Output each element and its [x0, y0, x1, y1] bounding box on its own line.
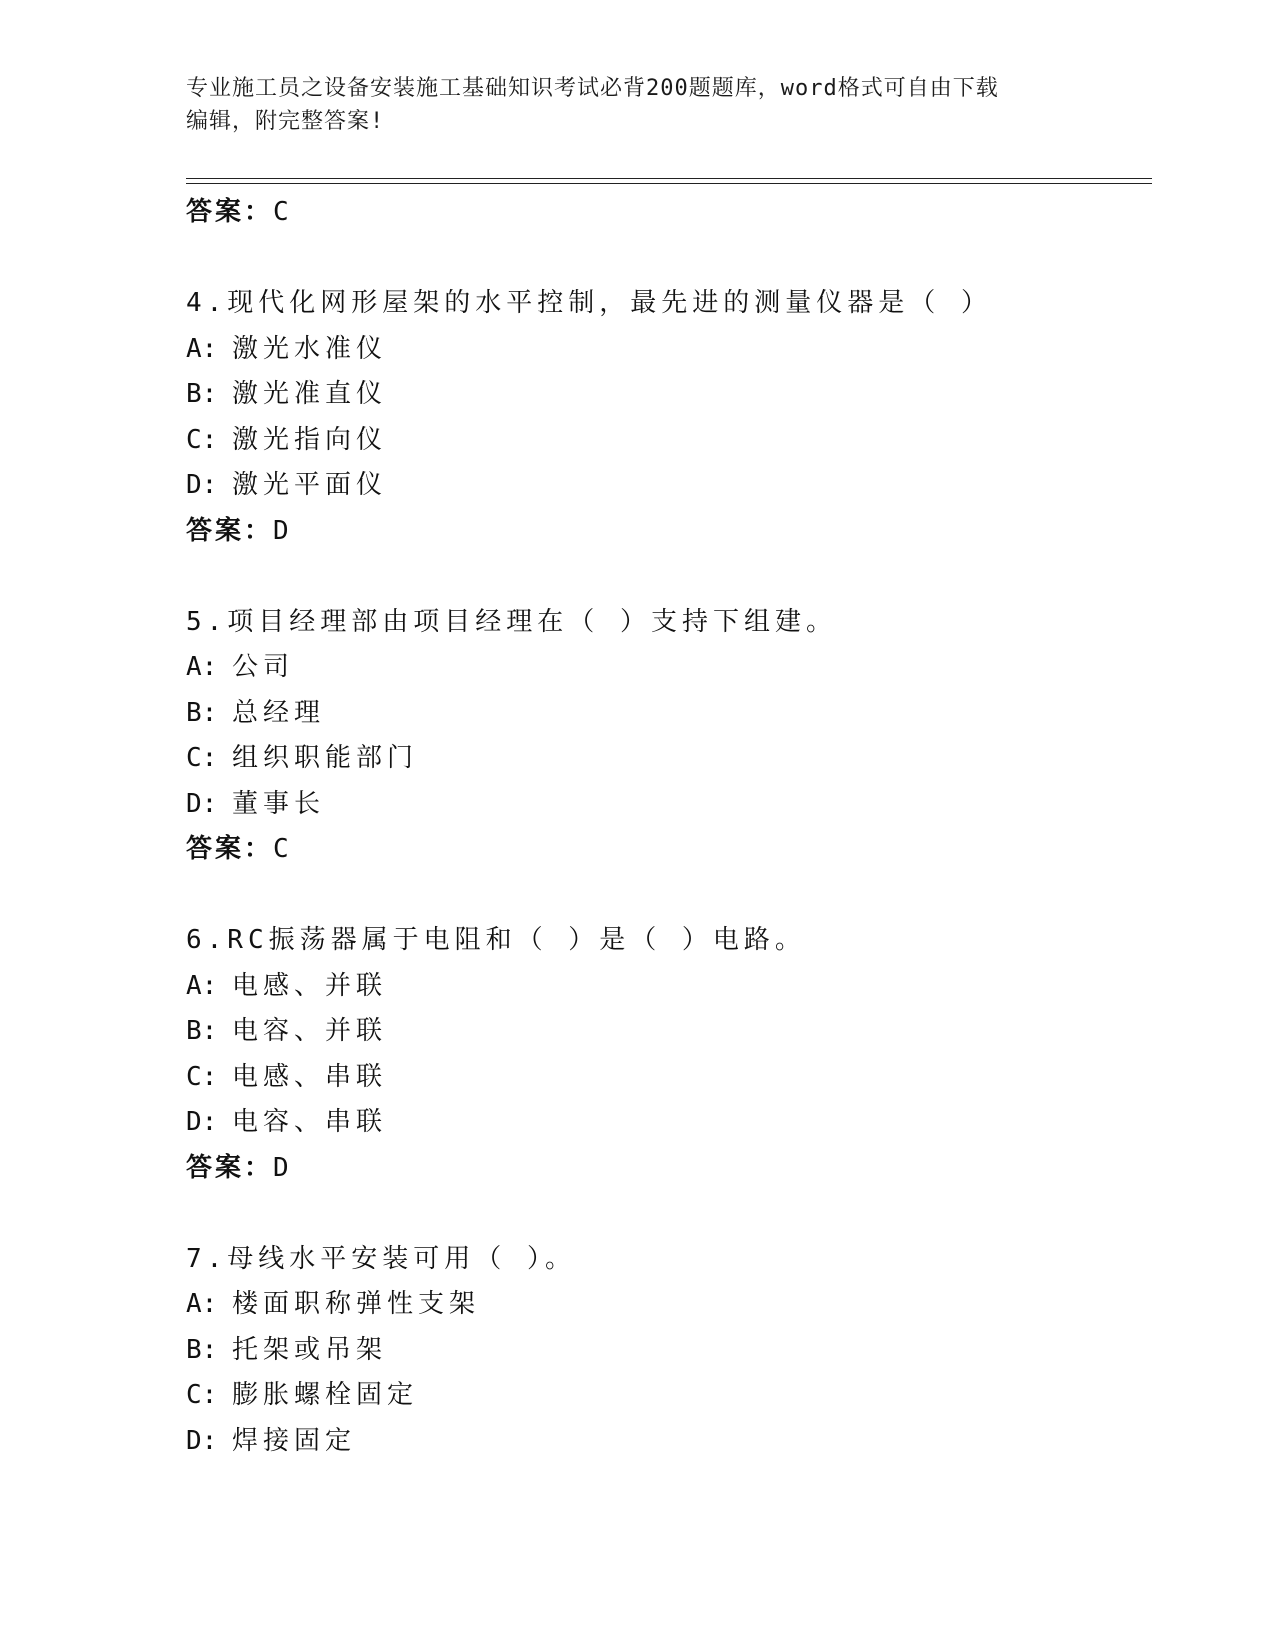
option-text: 电感、串联 [232, 1061, 388, 1092]
option-row [186, 418, 1152, 464]
option-row [186, 1282, 1152, 1328]
option-row [186, 1373, 1152, 1419]
option-key: D: [186, 788, 218, 819]
option-row [186, 645, 1152, 691]
option-row [186, 1328, 1152, 1374]
option-row [186, 1100, 1152, 1146]
answer-value: C [273, 197, 292, 227]
question-block [186, 918, 1152, 1191]
option-text: 托架或吊架 [232, 1334, 388, 1365]
option-key: B: [186, 379, 218, 409]
answer-label: 答案： [186, 1152, 274, 1183]
option-row [186, 964, 1152, 1010]
option-text: 膨胀螺栓固定 [232, 1380, 419, 1410]
option-text: 电容、并联 [232, 1016, 388, 1046]
header-rule-top [186, 178, 1152, 179]
question-block [186, 600, 1152, 873]
answer-line [186, 827, 1152, 873]
option-key: A: [186, 1289, 218, 1319]
option-row [186, 691, 1152, 737]
answer-value: C [273, 834, 292, 864]
question-stem: 6.RC振荡器属于电阻和（ ）是（ ）电路。 [186, 925, 806, 955]
question-block [186, 281, 1152, 554]
question-list [186, 190, 1152, 1464]
header-line-2: 编辑，附完整答案! [186, 109, 385, 134]
option-key: C: [186, 424, 218, 455]
option-row [186, 782, 1152, 828]
header-line-1: 专业施工员之设备安装施工基础知识考试必背200题题库，word格式可自由下载 [186, 76, 999, 101]
question-spacer [186, 1191, 1152, 1237]
option-row [186, 463, 1152, 509]
answer-line [186, 190, 1152, 236]
option-text: 楼面职称弹性支架 [232, 1289, 481, 1319]
option-text: 电感、并联 [232, 970, 388, 1001]
option-row [186, 327, 1152, 373]
option-text: 激光平面仪 [232, 470, 388, 500]
question-spacer [186, 236, 1152, 282]
option-text: 总经理 [232, 697, 326, 728]
option-key: D: [186, 1107, 218, 1137]
option-key: B: [186, 1334, 218, 1365]
option-key: B: [186, 697, 218, 728]
answer-value: D [273, 515, 292, 546]
option-key: D: [186, 470, 218, 500]
answer-line [186, 509, 1152, 555]
option-key: A: [186, 333, 218, 364]
option-text: 公司 [232, 652, 295, 682]
option-text: 电容、串联 [232, 1107, 388, 1137]
option-text: 激光指向仪 [232, 424, 388, 455]
option-row [186, 736, 1152, 782]
question-spacer [186, 554, 1152, 600]
option-text: 激光准直仪 [232, 379, 388, 409]
answer-label: 答案： [186, 515, 274, 546]
question-spacer [186, 873, 1152, 919]
option-text: 激光水准仪 [232, 333, 388, 364]
option-key: B: [186, 1016, 218, 1046]
option-row [186, 1419, 1152, 1465]
option-text: 焊接固定 [232, 1425, 357, 1456]
option-key: C: [186, 1061, 218, 1092]
option-text: 董事长 [232, 788, 326, 819]
option-key: A: [186, 970, 218, 1001]
question-block [186, 1237, 1152, 1465]
answer-label: 答案： [186, 834, 274, 864]
answer-line [186, 1146, 1152, 1192]
option-row [186, 1055, 1152, 1101]
option-key: D: [186, 1425, 218, 1456]
header-rule-bottom [186, 183, 1152, 184]
option-row [186, 1009, 1152, 1055]
option-key: C: [186, 1380, 218, 1410]
document-header [186, 72, 1066, 138]
answer-label: 答案： [186, 197, 274, 227]
option-key: A: [186, 652, 218, 682]
option-text: 组织职能部门 [232, 743, 419, 773]
questions-container [186, 236, 1152, 1465]
option-row [186, 372, 1152, 418]
question-stem: 4.现代化网形屋架的水平控制，最先进的测量仪器是（ ） [186, 288, 992, 318]
answer-value: D [273, 1152, 292, 1183]
option-key: C: [186, 743, 218, 773]
question-stem: 5.项目经理部由项目经理在（ ）支持下组建。 [186, 606, 837, 637]
question-stem: 7.母线水平安装可用（ ）。 [186, 1243, 576, 1274]
